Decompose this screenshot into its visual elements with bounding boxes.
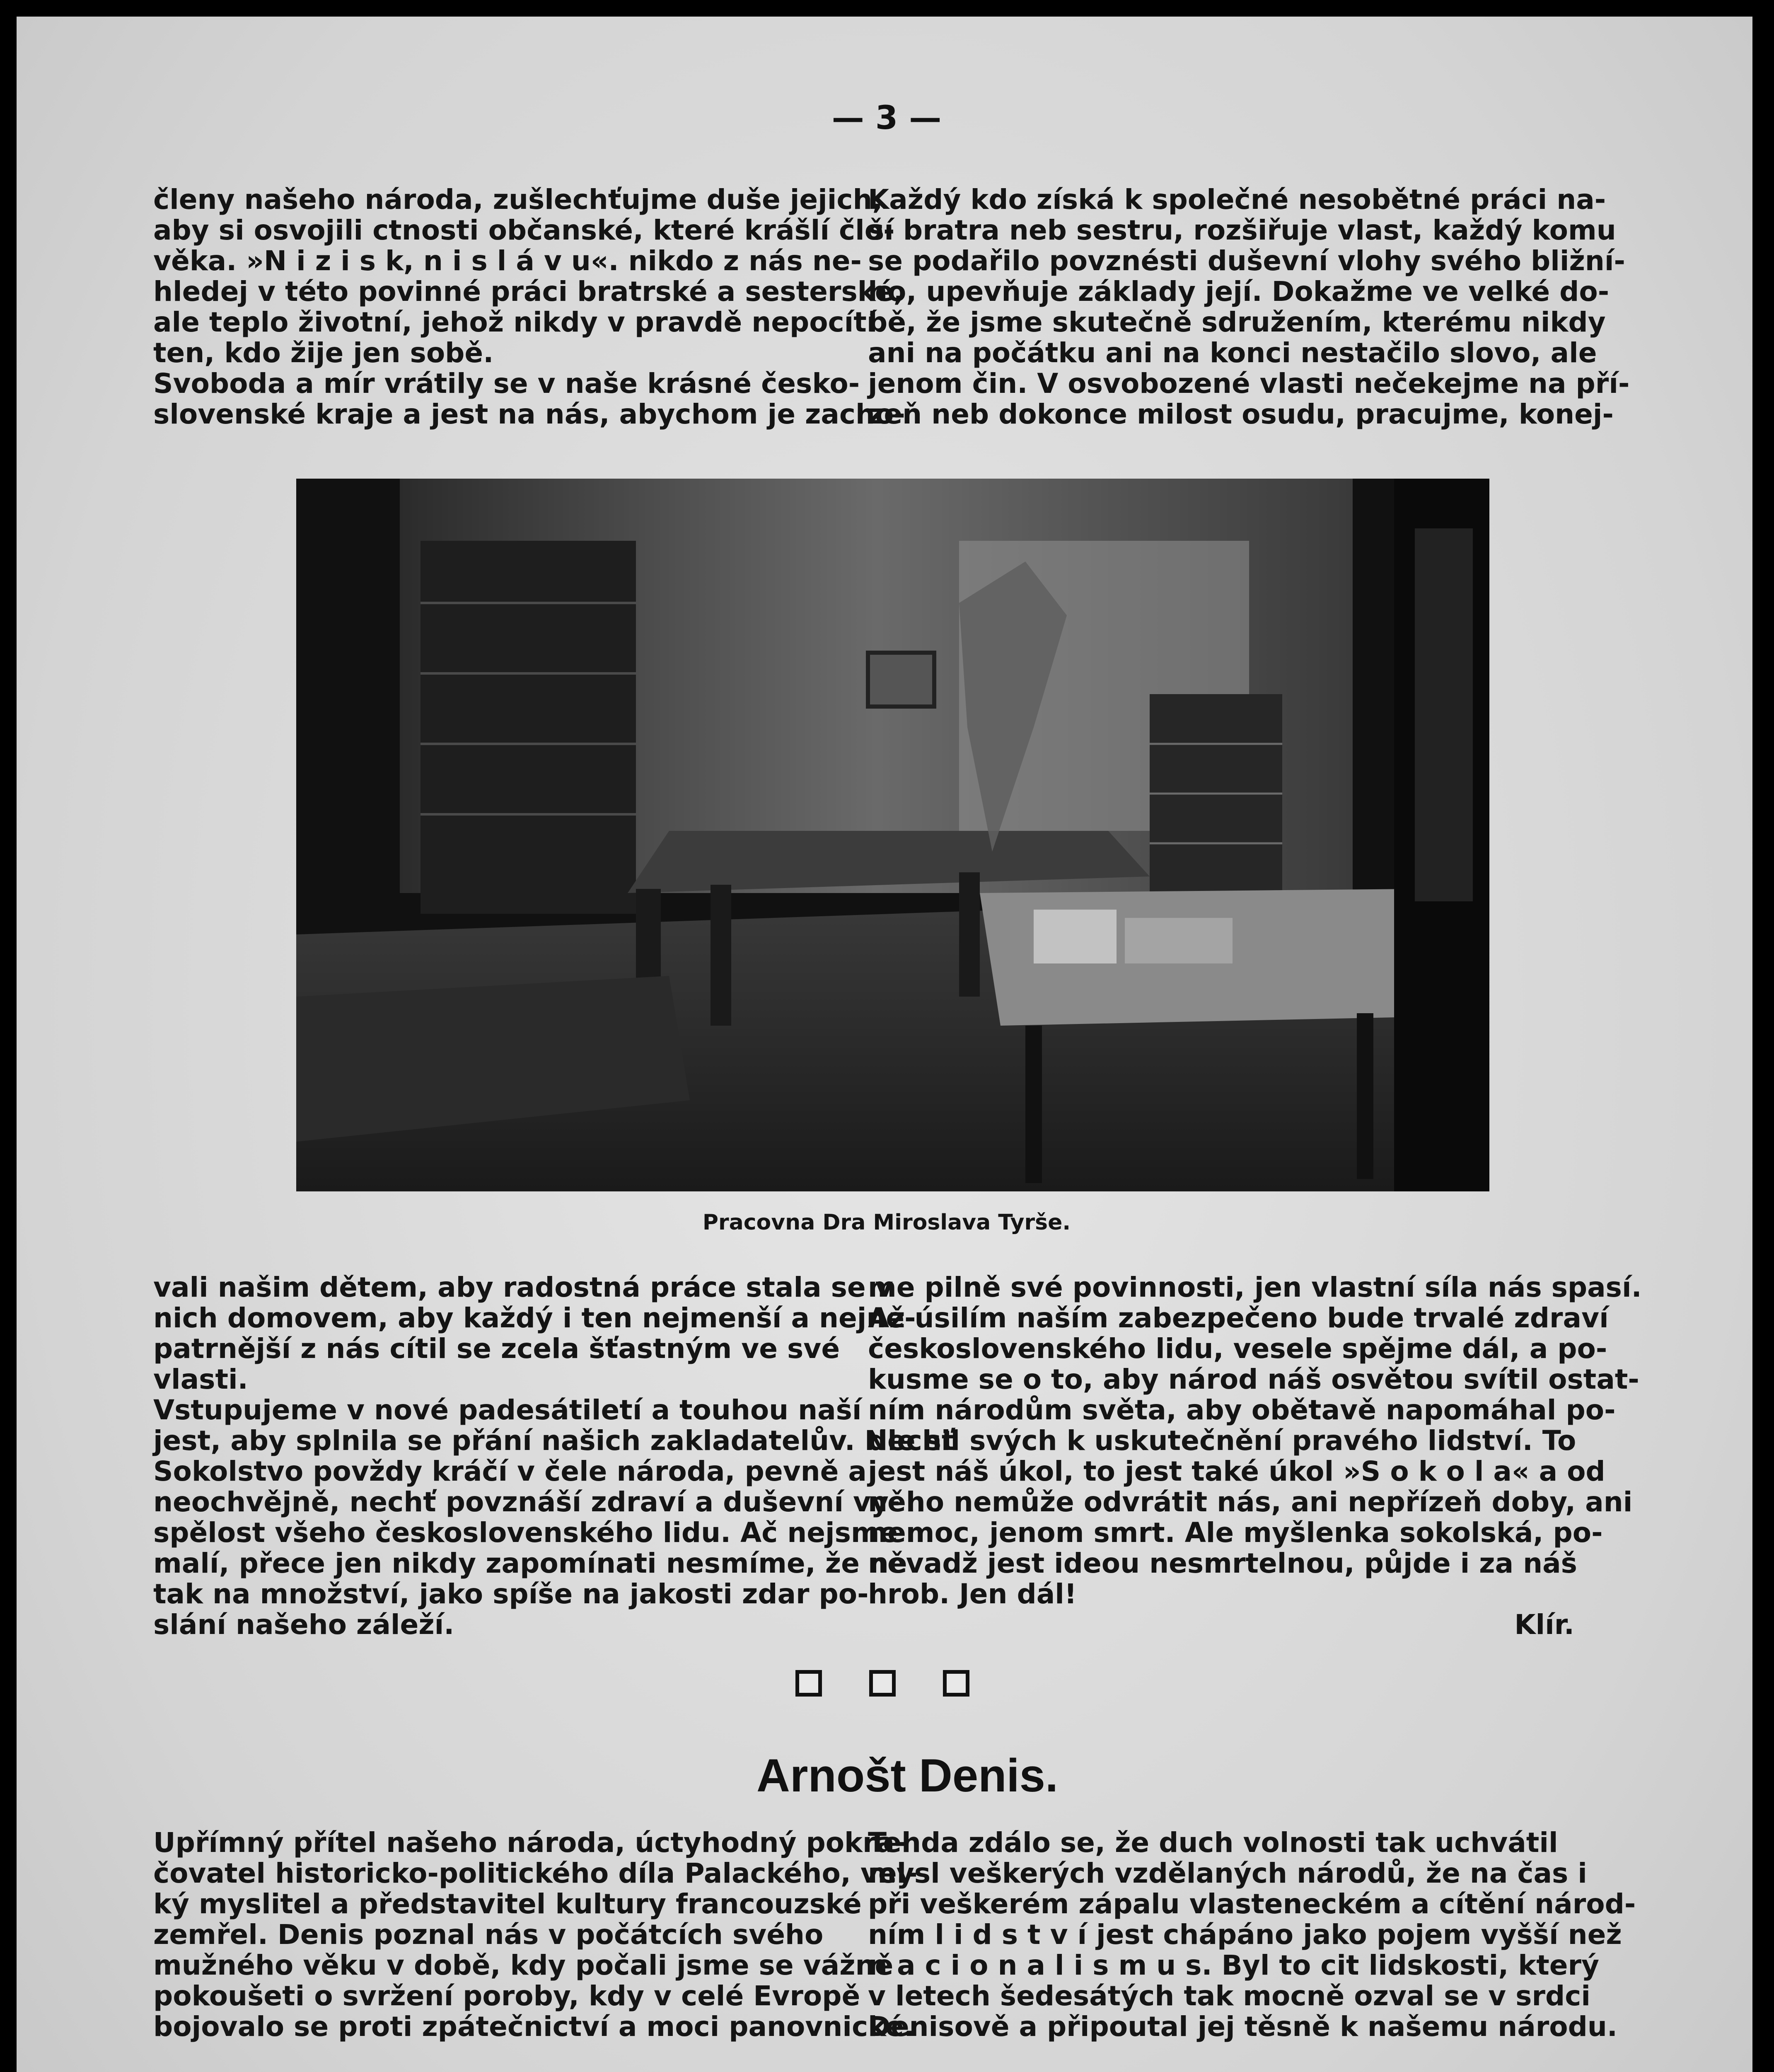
- text-column-bottom-right: [868, 1827, 1636, 2043]
- text-line: zeň neb dokonce milost osudu, pracujme, konej-: [868, 398, 1614, 430]
- text-line: ním národům světa, aby obětavě napomáhal po-: [868, 1394, 1616, 1426]
- text-line: něho nemůže odvrátit nás, ani nepřízeň doby, ani: [868, 1486, 1633, 1518]
- text-line: nich domovem, aby každý i ten nejmenší a nejne-: [153, 1302, 916, 1334]
- text-line: vali našim dětem, aby radostná práce stala se v: [153, 1271, 893, 1303]
- text-line: jest, aby splnila se přání našich zakladatelův. Nechť: [153, 1425, 955, 1457]
- text-line: me pilně své povinnosti, jen vlastní síla nás spasí.: [868, 1271, 1642, 1303]
- text-line: tak na množství, jako spíše na jakosti zdar po-: [153, 1578, 869, 1610]
- text-line: n a c i o n a l i s m u s. Byl to cit lidskosti, který: [868, 1949, 1600, 1981]
- text-line: slání našeho záleží.: [153, 1609, 454, 1641]
- text-line: Denisově a připoutal jej těsně k našemu národu.: [868, 2011, 1617, 2043]
- text-line: členy našeho národa, zušlechťujme duše jejich,: [153, 184, 883, 215]
- text-line: ho, upevňuje základy její. Dokažme ve velké do-: [868, 276, 1610, 307]
- text-line: ním l i d s t v í jest chápáno jako pojem vyšší než: [868, 1919, 1622, 1951]
- text-line: československého lidu, vesele spějme dál, a po-: [868, 1333, 1607, 1365]
- text-line: spělost všeho československého lidu. Ač nejsme: [153, 1517, 898, 1549]
- text-line: jenom čin. V osvobozené vlasti nečekejme na pří-: [868, 368, 1630, 399]
- article-heading: Arnošt Denis.: [756, 1750, 1059, 1801]
- text-line: Každý kdo získá k společné nesobětné práci na-: [868, 184, 1606, 215]
- text-line: Sokolstvo povždy kráčí v čele národa, pevně a: [153, 1455, 867, 1487]
- text-column-middle-left: [153, 1271, 955, 1641]
- text-line: něvadž jest ideou nesmrtelnou, půjde i za náš: [868, 1547, 1577, 1579]
- text-line: Upřímný přítel našeho národa, úctyhodný pokra-: [153, 1827, 906, 1859]
- text-line: Tehda zdálo se, že duch volnosti tak uchvátil: [868, 1827, 1558, 1859]
- text-line: hledej v této povinné práci bratrské a sesterské,: [153, 276, 904, 307]
- text-line: věka. »N i z i s k, n i s l á v u«. nikdo z nás ne-: [153, 245, 862, 277]
- text-line: Až úsilím naším zabezpečeno bude trvalé zdraví: [868, 1302, 1609, 1334]
- text-line: při veškerém zápalu vlasteneckém a cítění národ-: [868, 1888, 1636, 1920]
- square-ornament-icon: [795, 1670, 822, 1697]
- square-ornament-icon: [943, 1670, 969, 1697]
- newspaper-page: [17, 17, 1752, 2072]
- text-line: ale teplo životní, jehož nikdy v pravdě nepocítí: [153, 306, 876, 338]
- text-line: ten, kdo žije jen sobě.: [153, 337, 494, 369]
- signature: Klír.: [1514, 1609, 1574, 1641]
- text-line: malí, přece jen nikdy zapomínati nesmíme, že ne: [153, 1547, 907, 1579]
- text-line: zemřel. Denis poznal nás v počátcích svého: [153, 1919, 824, 1951]
- text-line: Svoboda a mír vrátily se v naše krásné česko-: [153, 368, 860, 399]
- text-line: mysl veškerých vzdělaných národů, že na čas i: [868, 1857, 1587, 1889]
- text-column-bottom-left: [153, 1827, 918, 2043]
- photo-caption: Pracovna Dra Miroslava Tyrše.: [702, 1210, 1071, 1235]
- text-column-top-left: [153, 184, 905, 430]
- text-line: kusme se o to, aby národ náš osvětou svítil ostat-: [868, 1363, 1639, 1395]
- text-line: v letech šedesátých tak mocně ozval se v srdci: [868, 1980, 1591, 2012]
- text-line: aby si osvojili ctnosti občanské, které krášlí člo-: [153, 214, 895, 246]
- text-line: slovenské kraje a jest na nás, abychom je zacho-: [153, 398, 905, 430]
- square-ornament-icon: [869, 1670, 896, 1697]
- text-line: ký myslitel a představitel kultury francouzské: [153, 1888, 862, 1920]
- text-line: čovatel historicko-politického díla Palackého, vel-: [153, 1857, 918, 1889]
- text-line: se podařilo povznésti duševní vlohy svého bližní-: [868, 245, 1625, 277]
- text-line: hrob. Jen dál!: [868, 1578, 1077, 1610]
- text-line: bojovalo se proti zpátečnictví a moci panovnické.: [153, 2011, 915, 2043]
- text-line: bě, že jsme skutečně sdružením, kterému nikdy: [868, 306, 1606, 338]
- text-line: pokoušeti o svržení poroby, kdy v celé Evropě: [153, 1980, 860, 2012]
- text-line: nemoc, jenom smrt. Ale myšlenka sokolská, po-: [868, 1517, 1603, 1549]
- text-line: ší bratra neb sestru, rozšiřuje vlast, každý komu: [868, 214, 1616, 246]
- text-line: vlasti.: [153, 1363, 248, 1395]
- text-line: neochvějně, nechť povznáší zdraví a duševní vy-: [153, 1486, 900, 1518]
- text-line: jest náš úkol, to jest také úkol »S o k o l a« a od: [868, 1455, 1605, 1487]
- text-line: patrnější z nás cítil se zcela šťastným ve své: [153, 1333, 840, 1365]
- page-number: — 3 —: [831, 99, 942, 137]
- text-line: dle sil svých k uskutečnění pravého lidství. To: [868, 1425, 1576, 1457]
- text-line: ani na počátku ani na konci nestačilo slovo, ale: [868, 337, 1597, 369]
- study-room-photo: [296, 479, 1489, 1191]
- text-column-middle-right: [868, 1271, 1642, 1610]
- section-divider: [795, 1670, 969, 1699]
- text-column-top-right: [868, 184, 1630, 430]
- text-line: mužného věku v době, kdy počali jsme se vážně: [153, 1949, 894, 1981]
- text-line: Vstupujeme v nové padesátiletí a touhou naší: [153, 1394, 862, 1426]
